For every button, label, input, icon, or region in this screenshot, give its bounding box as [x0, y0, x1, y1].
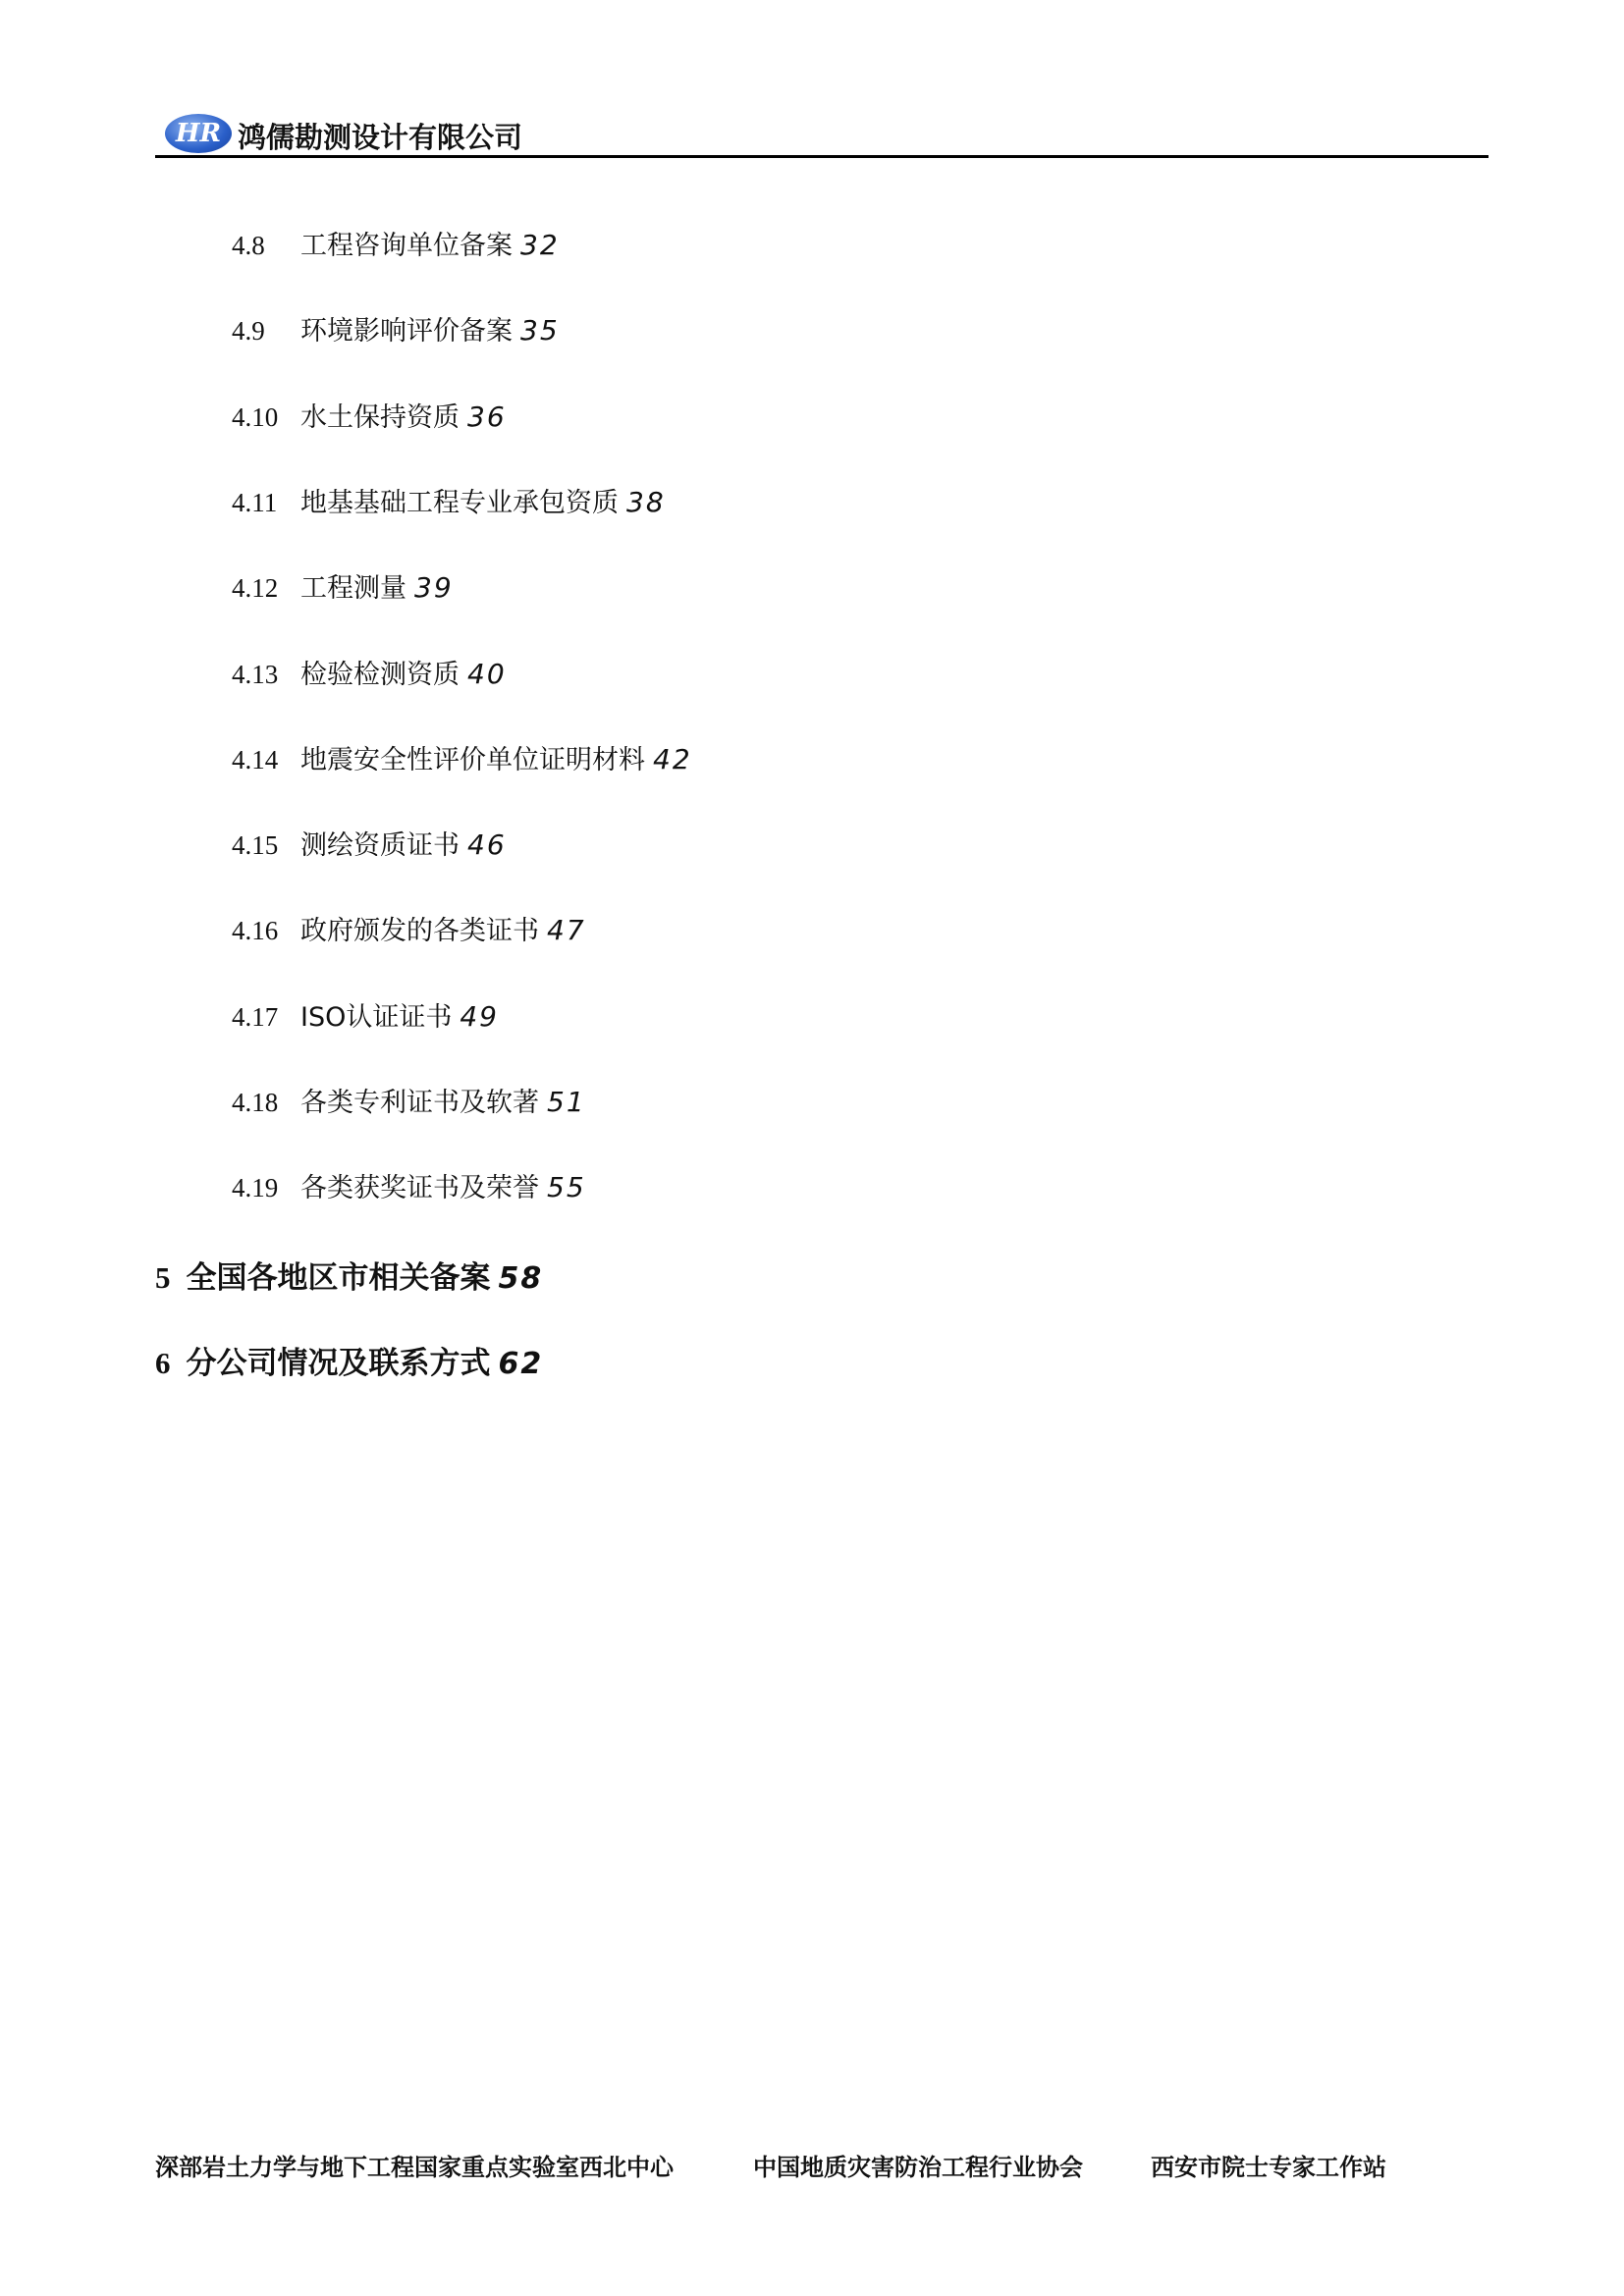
toc-entry-page: 49	[460, 999, 499, 1033]
header-rule	[155, 155, 1489, 158]
toc-entry-number: 4.19	[232, 1173, 279, 1203]
toc-entry-label: 水土保持资质	[300, 401, 460, 433]
toc-entry-label: 检验检测资质	[300, 659, 460, 690]
toc-entry-label: 各类获奖证书及荣誉	[300, 1173, 539, 1204]
footer-org-1: 深部岩土力学与地下工程国家重点实验室西北中心	[155, 2154, 674, 2181]
toc-entry-page: 40	[467, 657, 507, 690]
toc-entry-page: 42	[653, 742, 692, 775]
toc-entry-label: 分公司情况及联系方式	[186, 1345, 491, 1381]
toc-entry-page: 35	[520, 314, 560, 347]
toc-entry-label: 测绘资质证书	[300, 830, 460, 862]
toc-entry-number: 4.16	[232, 916, 279, 946]
toc-entry-label: 工程咨询单位备案	[300, 231, 513, 261]
toc-entry-page: 51	[547, 1086, 586, 1118]
toc-entry-page: 46	[467, 828, 507, 862]
toc-entry-number: 6	[155, 1345, 171, 1380]
toc-entry-label: ISO认证证书	[300, 1001, 453, 1033]
footer-org-3: 西安市院士专家工作站	[1151, 2154, 1386, 2181]
toc-entry-label: 各类专利证书及软著	[300, 1088, 539, 1118]
toc-entry-page: 62	[498, 1346, 544, 1381]
footer-org-2: 中国地质灾害防治工程行业协会	[753, 2154, 1083, 2181]
toc-entry-number: 5	[155, 1259, 171, 1295]
toc-entry-number: 4.9	[232, 316, 265, 347]
toc-entry-page: 47	[547, 914, 586, 947]
toc-entry-label: 政府颁发的各类证书	[300, 916, 539, 947]
toc-entry-label: 工程测量	[300, 573, 406, 605]
toc-entry-number: 4.18	[232, 1088, 279, 1117]
toc-entry-label: 地基基础工程专业承包资质	[300, 487, 619, 518]
toc-entry-number: 4.13	[232, 659, 279, 689]
toc-entry-page: 55	[547, 1171, 586, 1204]
toc-entry-label: 环境影响评价备案	[300, 316, 513, 347]
toc-entry-number: 4.10	[232, 401, 279, 432]
toc-entry-number: 4.8	[232, 231, 265, 260]
toc-entry-number: 4.11	[232, 487, 278, 517]
toc-entry-number: 4.17	[232, 1001, 279, 1032]
company-logo: HR	[165, 114, 232, 153]
company-name: 鸿儒勘测设计有限公司	[238, 121, 523, 154]
toc-entry-page: 39	[414, 571, 454, 605]
page-header	[155, 110, 1489, 157]
toc-entry-page: 58	[498, 1260, 544, 1296]
toc-entry-number: 4.14	[232, 744, 279, 774]
toc-entry-number: 4.12	[232, 573, 279, 604]
toc-entry-label: 全国各地区市相关备案	[186, 1259, 491, 1296]
toc-entry-page: 36	[467, 400, 507, 433]
toc-entry-page: 32	[520, 229, 560, 261]
toc-entry-number: 4.15	[232, 830, 279, 861]
toc-entry-label: 地震安全性评价单位证明材料	[300, 744, 645, 775]
toc-entry-page: 38	[626, 485, 666, 518]
